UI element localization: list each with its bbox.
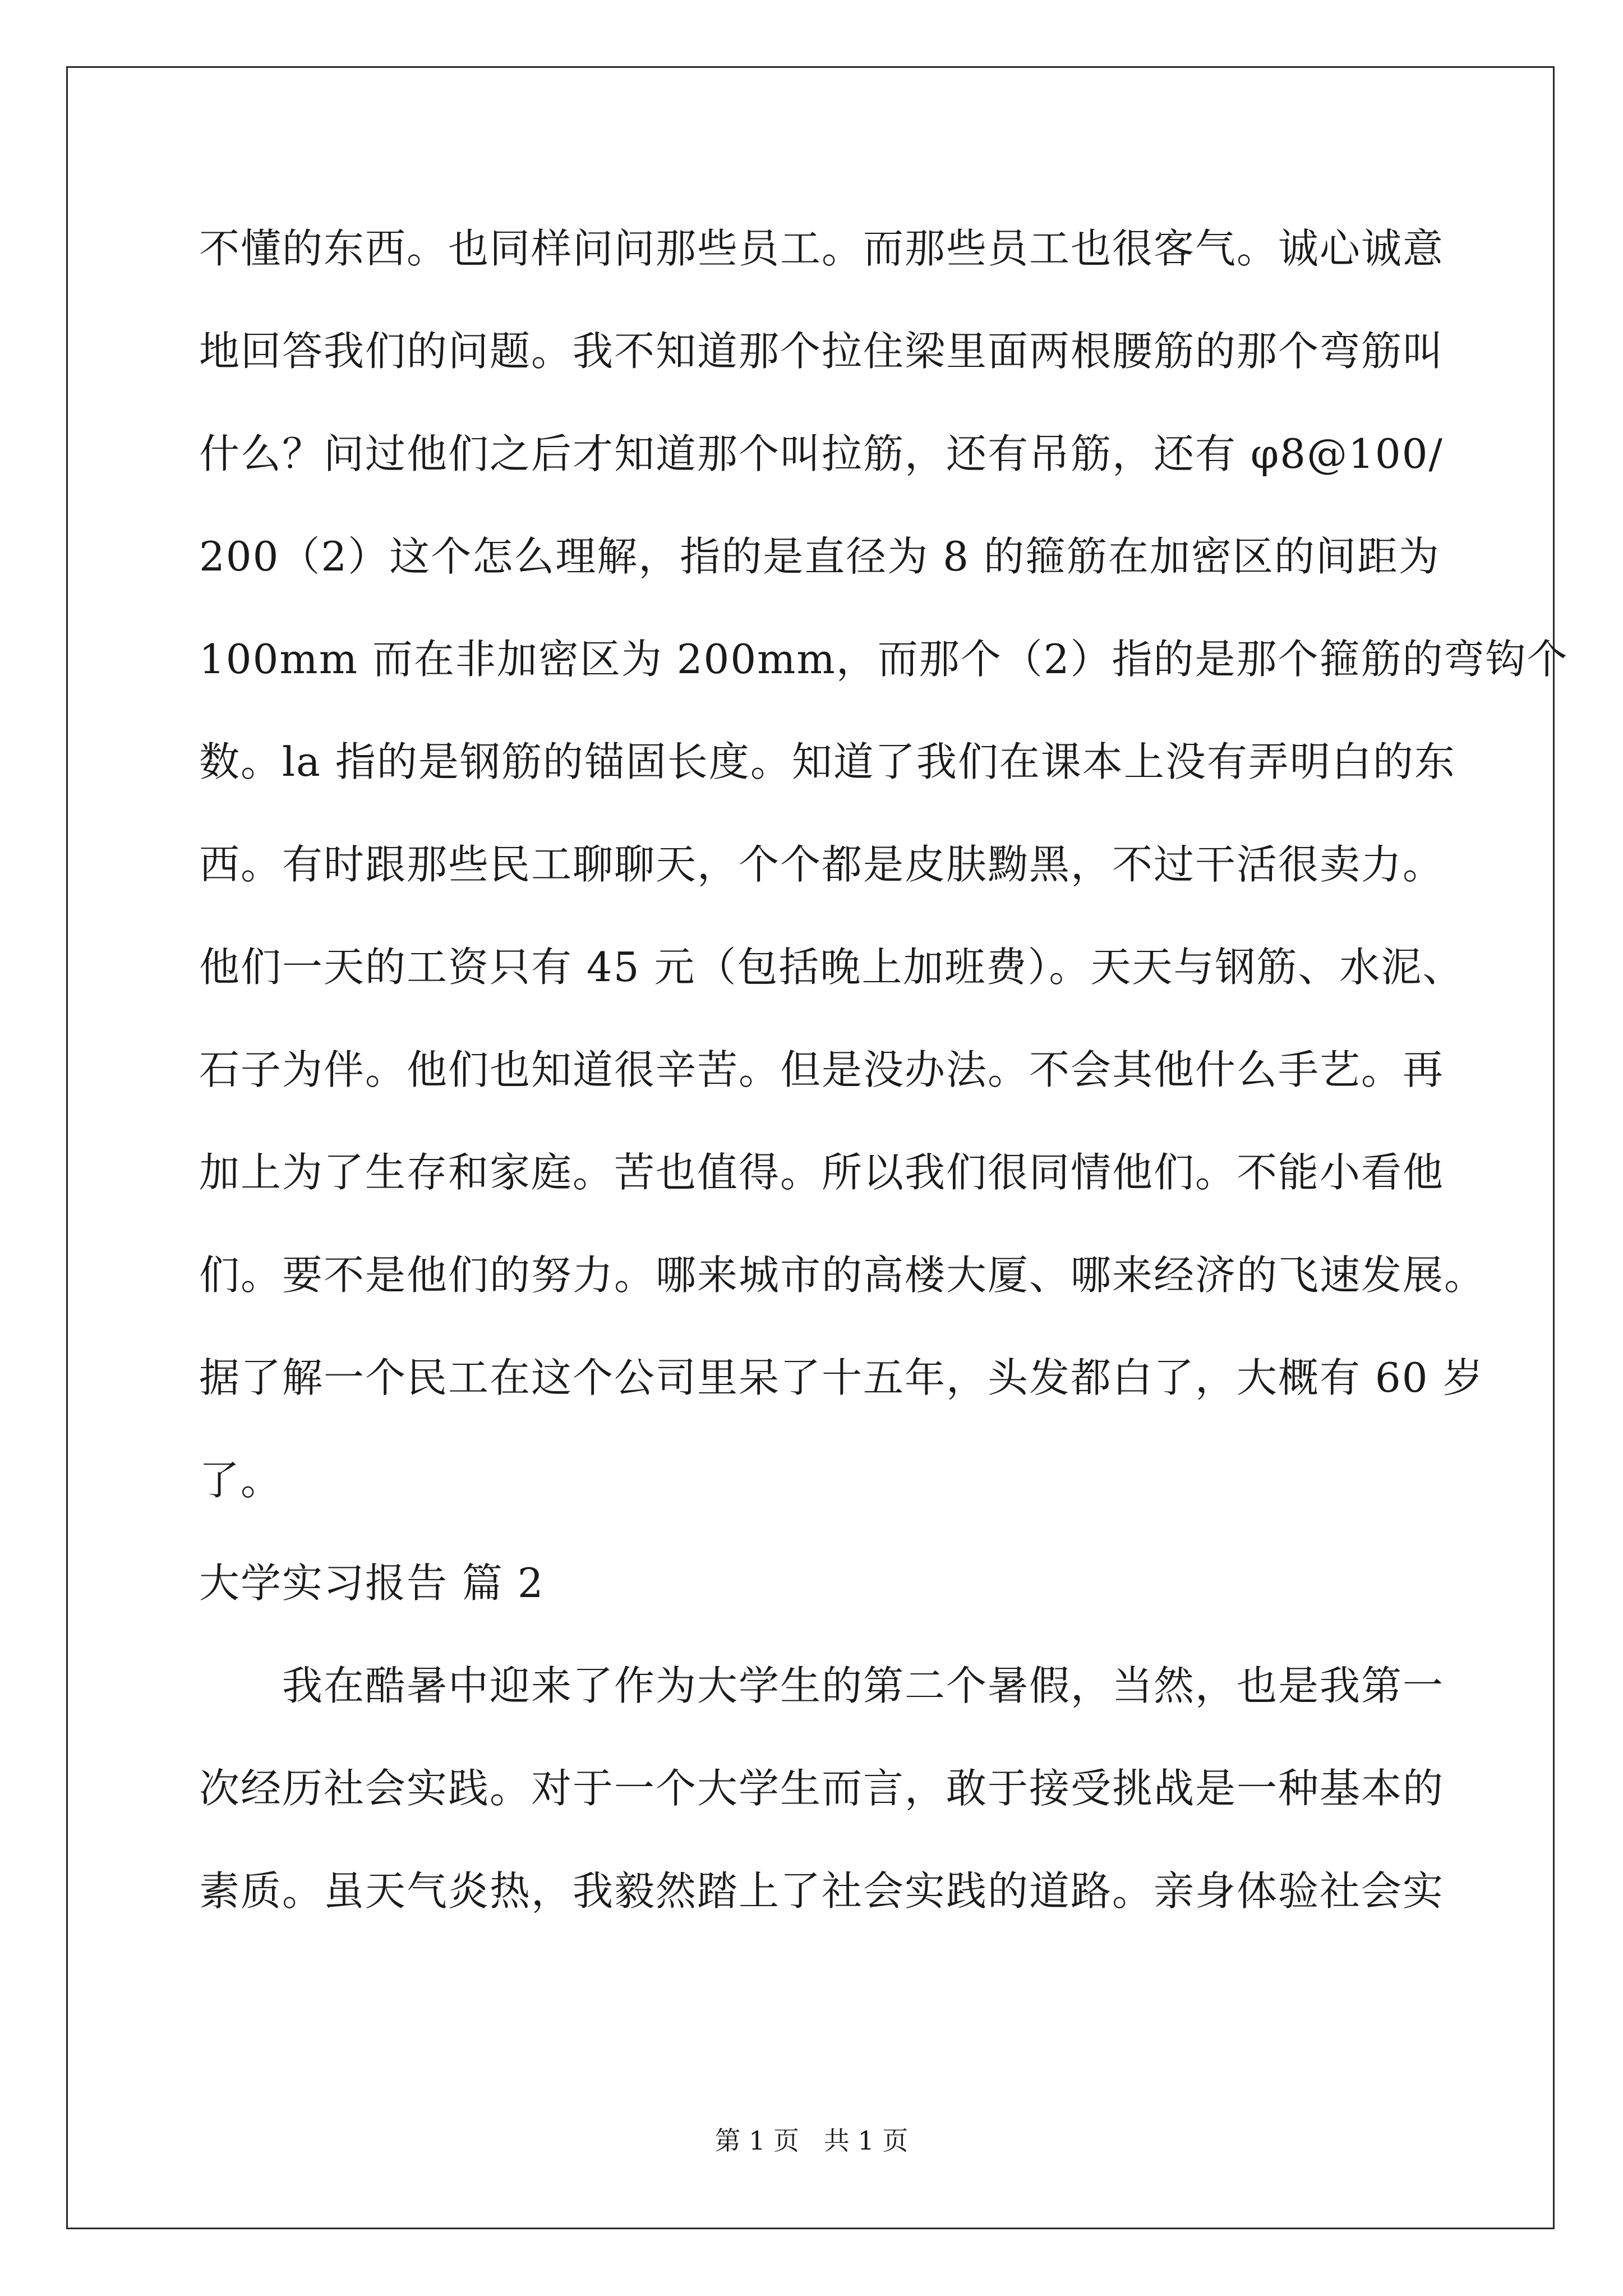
text-line: 据了解一个民工在这个公司里呆了十五年，头发都白了，大概有 60 岁 (199, 1354, 1484, 1401)
text-line: 地回答我们的问题。我不知道那个拉住梁里面两根腰筋的那个弯筋叫 (199, 328, 1445, 375)
page-footer: 第 1 页 共 1 页 (714, 2125, 909, 2156)
text-line: 次经历社会实践。对于一个大学生而言，敢于接受挑战是一种基本的 (199, 1765, 1445, 1812)
text-line: 200（2）这个怎么理解，指的是直径为 8 的箍筋在加密区的间距为 (199, 533, 1440, 580)
text-line: 他们一天的工资只有 45 元（包括晚上加班费）。天天与钢筋、水泥、 (199, 944, 1464, 991)
text-line: 石子为伴。他们也知道很辛苦。但是没办法。不会其他什么手艺。再 (199, 1046, 1445, 1093)
text-line: 数。la 指的是钢筋的锚固长度。知道了我们在课本上没有弄明白的东 (199, 738, 1456, 785)
text-line: 我在酷暑中迎来了作为大学生的第二个暑假，当然，也是我第一 (282, 1662, 1445, 1709)
paragraph-2 (199, 1652, 1445, 1960)
text-line: 素质。虽天气炎热，我毅然踏上了社会实践的道路。亲身体验社会实 (199, 1867, 1445, 1915)
text-line: 什么？问过他们之后才知道那个叫拉筋，还有吊筋，还有 φ8@100/ (199, 430, 1444, 477)
paragraph-1 (199, 215, 1569, 1549)
text-line: 100mm 而在非加密区为 200mm，而那个（2）指的是那个箍筋的弯钩个 (199, 636, 1569, 683)
section-heading: 大学实习报告 篇 2 (199, 1559, 545, 1607)
document-body (199, 215, 1569, 1960)
text-line: 不懂的东西。也同样问问那些员工。而那些员工也很客气。诚心诚意 (199, 225, 1445, 272)
text-line: 们。要不是他们的努力。哪来城市的高楼大厦、哪来经济的飞速发展。 (199, 1251, 1486, 1299)
text-line: 了。 (199, 1457, 283, 1504)
text-line: 加上为了生存和家庭。苦也值得。所以我们很同情他们。不能小看他 (199, 1149, 1445, 1196)
text-line: 西。有时跟那些民工聊聊天，个个都是皮肤黝黑，不过干活很卖力。 (199, 841, 1445, 888)
